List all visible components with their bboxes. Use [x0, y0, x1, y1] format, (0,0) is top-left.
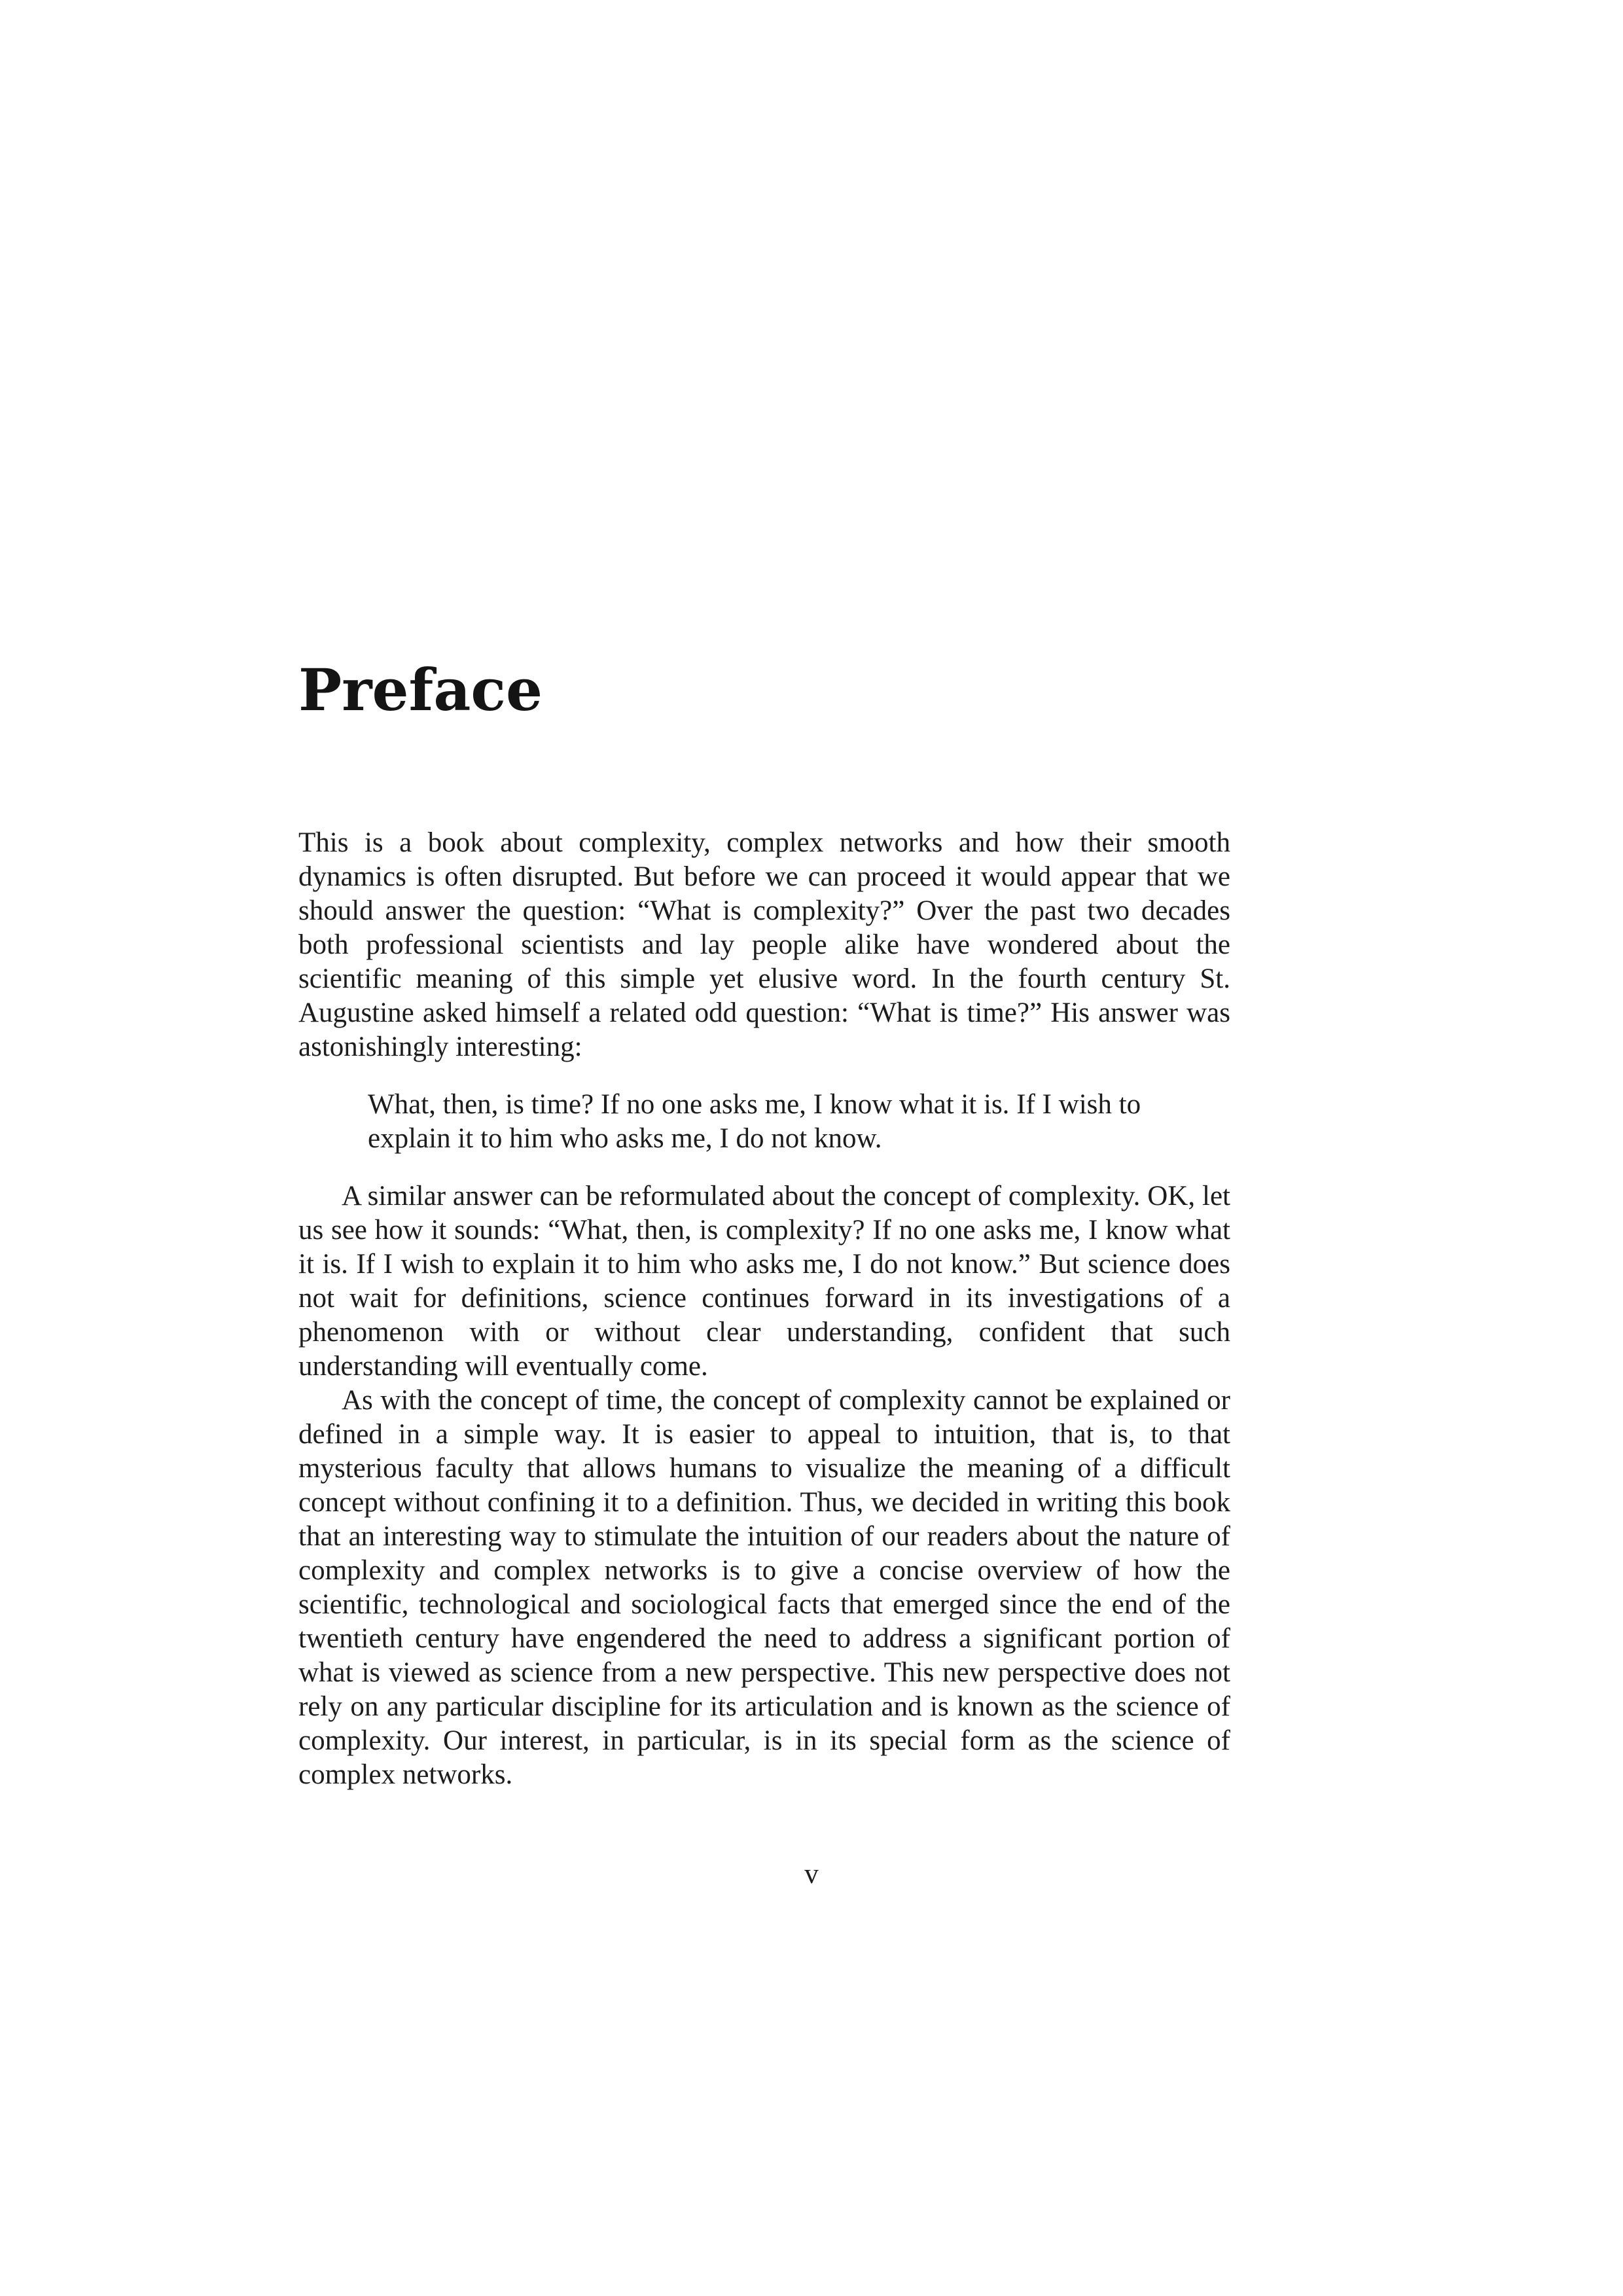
chapter-title: Preface — [298, 656, 543, 724]
block-quote: What, then, is time? If no one asks me, I know what it is. If I wish to explain it to him who asks me, I do not know. — [368, 1089, 1141, 1154]
paragraph-3: As with the concept of time, the concept of complexity cannot be explained or defined in a simple way. It is easier to appeal to intuition, that is, to that mysterious faculty that allows humans to visualize the meaning of a difficult concept without confining it to a definition. Thus, we decided in writing this book that an interesting way to stimulate the intuition of our readers about the nature of complexity and complex networks is to give a concise overview of how the scientific, technological and sociological facts that emerged since the end of the twentieth century have engendered the need to address a significant portion of what is viewed as science from a new perspective. This new perspective does not rely on any particular discipline for its articulation and is known as the science of complexity. Our interest, in particular, is in its special form as the science of complex networks. — [298, 1385, 1230, 1790]
paragraph-1: This is a book about complexity, complex networks and how their smooth dynamics is often disrupted. But before we can proceed it would appear that we should answer the question: “What is complexity?” Over the past two decades both professional scientists and lay people alike have wondered about the scientific meaning of this simple yet elusive word. In the fourth century St. Augustine asked himself a related odd question: “What is time?” His answer was astonishingly interesting: — [298, 827, 1230, 1062]
page-number: v — [804, 1859, 819, 1890]
body-text — [298, 826, 1230, 1792]
paragraph-2: A similar answer can be reformulated about the concept of complexity. OK, let us see how it sounds: “What, then, is complexity? If no one asks me, I know what it is. If I wish to explain it to him who asks me, I do not know.” But science does not wait for definitions, science continues forward in its investigations of a phenomenon with or without clear understanding, confident that such understanding will eventually come. — [298, 1181, 1230, 1382]
